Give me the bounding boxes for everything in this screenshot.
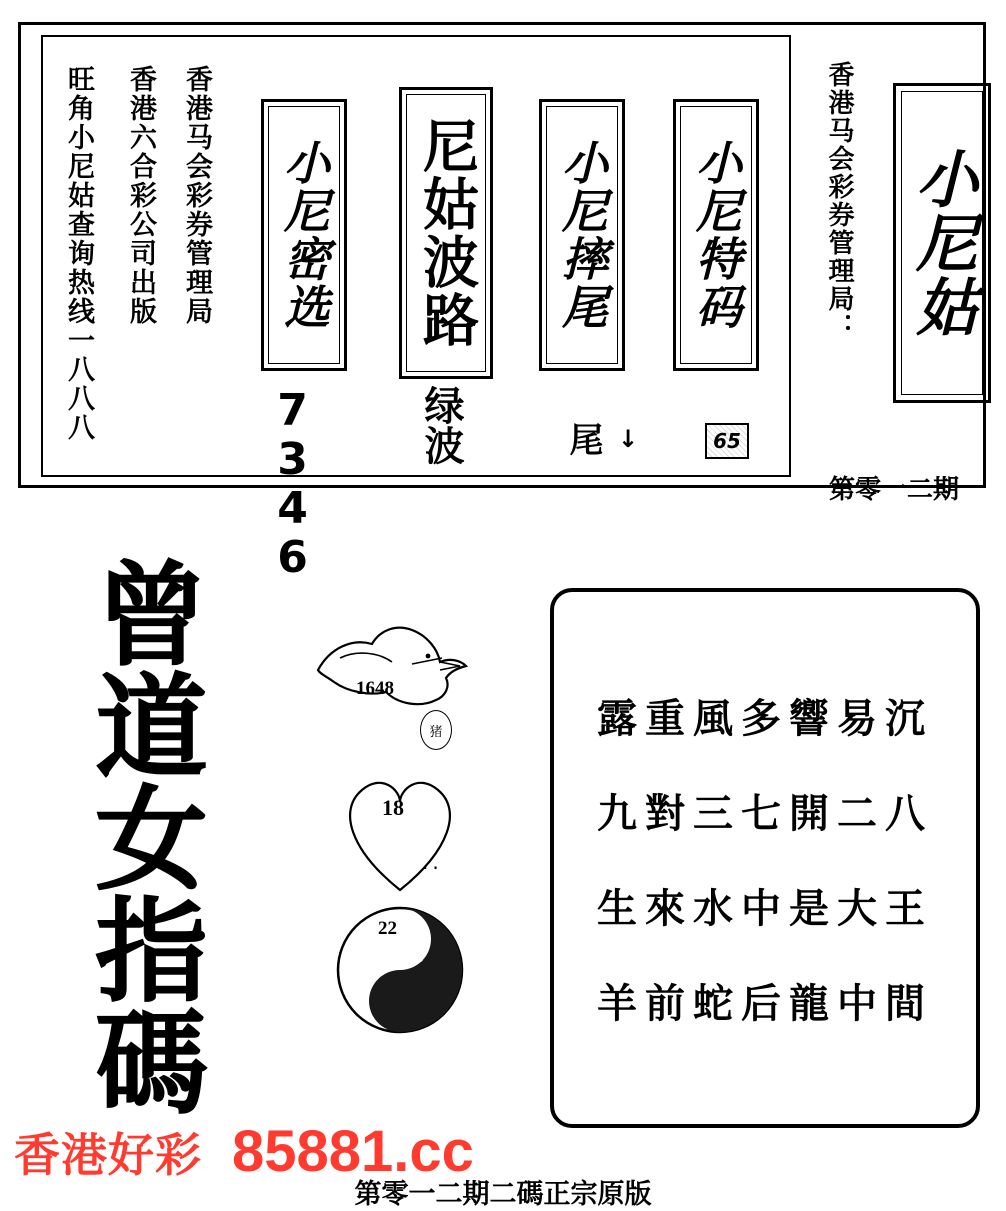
zodiac-label: 猪 [420, 710, 452, 750]
issue-number: 第零一二期 [829, 475, 960, 505]
title-box-bo-lu [399, 87, 493, 379]
shuai-wei-text: 尾 [563, 422, 603, 456]
title-box-bo-lu-label: 尼姑波路 [414, 117, 479, 349]
title-box-mi-xuan-inner [268, 106, 340, 364]
poem-box [550, 588, 980, 1128]
title-box-shuai-wei-label: 小尼摔尾 [555, 139, 609, 331]
illustration-svg [300, 600, 520, 1050]
watermark-url: 85881.cc [232, 1119, 474, 1184]
heart-number: 18 [382, 795, 404, 820]
bureau-text-right: 香港马会彩券管理局： [824, 61, 854, 341]
title-box-te-ma-inner [680, 106, 752, 364]
down-arrow-icon: ↓ [614, 425, 642, 453]
bureau-text-left: 香港马会彩券管理局 [181, 65, 212, 326]
watermark-text: 香港好彩 [14, 1128, 202, 1182]
title-box-mi-xuan-label: 小尼密选 [277, 139, 331, 331]
brand-title-box [893, 83, 991, 403]
title-box-te-ma [673, 99, 759, 371]
title-box-bo-lu-inner [406, 94, 486, 372]
bo-lu-value: 绿波 [418, 385, 464, 465]
shuai-wei-value [559, 393, 648, 485]
yinyang-number: 22 [378, 918, 397, 939]
brand-title-box-inner [901, 91, 983, 395]
publisher-text: 香港六合彩公司出版 [125, 65, 156, 326]
brand-title-label: 小尼姑 [905, 147, 979, 339]
title-box-mi-xuan [261, 99, 347, 371]
poem-line: 露重風多響易沉 [597, 695, 933, 742]
mi-xuan-number: 7346 [267, 385, 318, 581]
title-box-shuai-wei [539, 99, 625, 371]
page-title: 曾道女指碼 [77, 556, 207, 1116]
top-banner-panel [18, 22, 986, 581]
poem-line: 九對三七開二八 [597, 790, 933, 837]
poem-line: 羊前蛇后龍中間 [597, 980, 933, 1027]
illustration-area [300, 600, 520, 1050]
hotline-text: 旺角小尼姑查询热线一八八八 [63, 65, 94, 442]
poem-line: 生來水中是大王 [597, 885, 933, 932]
te-ma-stamp: 65 [705, 423, 749, 459]
title-box-te-ma-label: 小尼特码 [689, 139, 743, 331]
bottom-caption: 第零一二期二碼正宗原版 [354, 1179, 652, 1210]
title-box-shuai-wei-inner [546, 106, 618, 364]
dove-number: 1648 [356, 678, 394, 699]
yinyang-small-number: 19 [410, 952, 424, 965]
heart-dots: .. [422, 850, 443, 874]
